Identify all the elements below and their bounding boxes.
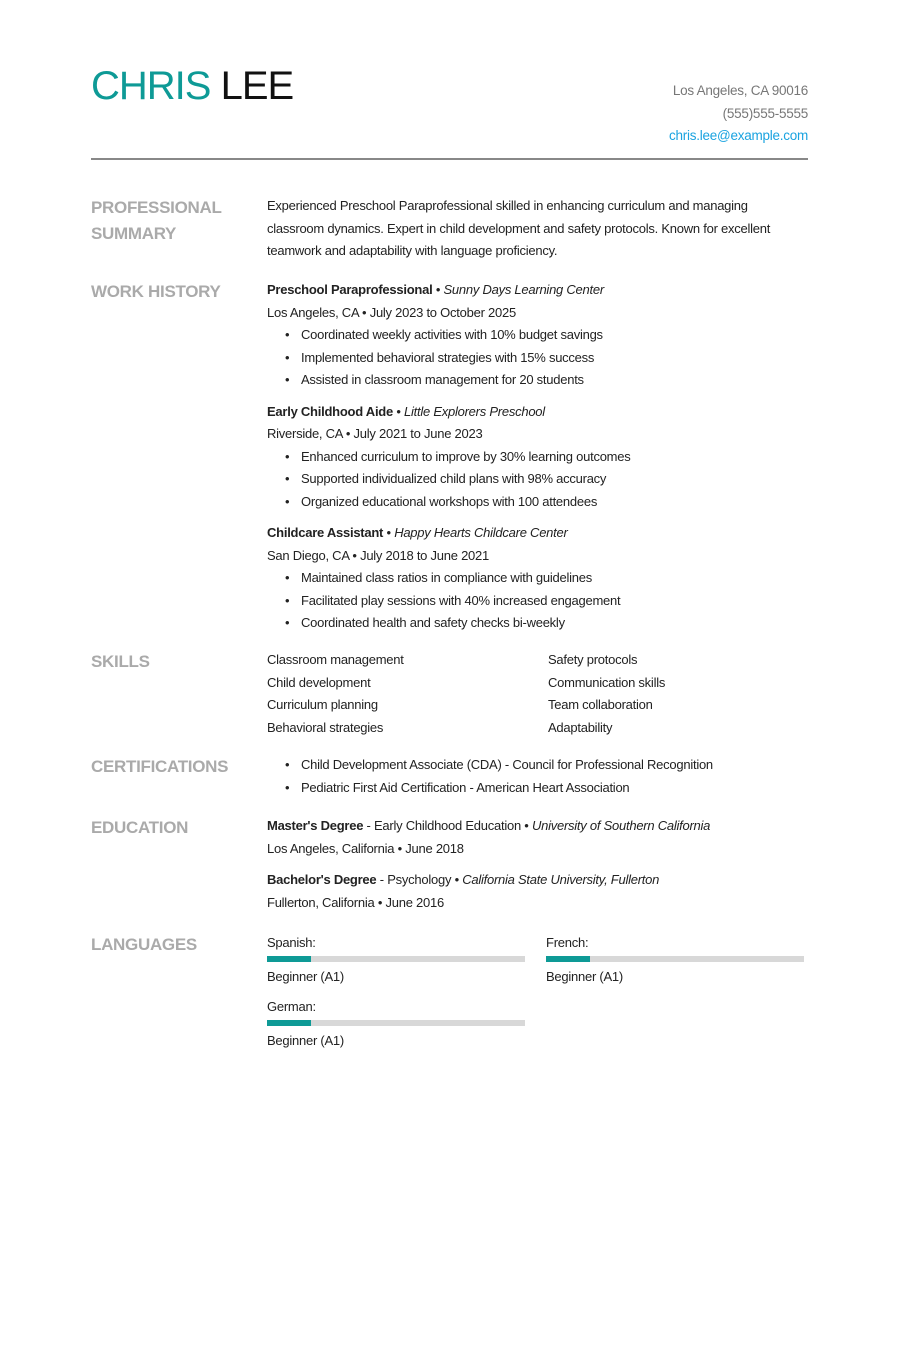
skill-item: Safety protocols — [548, 652, 638, 667]
job-meta: Riverside, CA • July 2021 to June 2023 — [267, 426, 483, 441]
language-grid — [267, 932, 808, 1052]
school: University of Southern California — [531, 818, 711, 833]
job-meta: Los Angeles, CA • July 2023 to October 2025 — [267, 304, 516, 320]
job-list — [267, 279, 808, 644]
education-heading: Bachelor's Degree - Psychology • California State University, Fullerton — [267, 872, 660, 887]
email-link[interactable]: chris.lee@example.com — [668, 128, 808, 143]
candidate-name: CHRIS LEE — [91, 64, 294, 108]
job-entry — [267, 279, 808, 392]
field-of-study: - Psychology — [376, 872, 452, 887]
skill-item: Communication skills — [548, 674, 666, 690]
job-company: Sunny Days Learning Center — [443, 282, 604, 297]
job-location: Los Angeles, CA — [267, 304, 359, 320]
proficiency-fill — [267, 956, 311, 962]
job-entry — [267, 401, 808, 514]
language-entry — [267, 996, 546, 1052]
job-location: San Diego, CA — [267, 547, 350, 563]
proficiency-fill — [267, 1020, 311, 1026]
degree: Master's Degree — [267, 818, 364, 833]
job-dates: July 2021 to June 2023 — [353, 426, 483, 441]
certification-item: • Child Development Associate (CDA) - Council for Professional Recognition — [285, 754, 808, 777]
skills-grid — [267, 649, 808, 739]
education-meta: Fullerton, California • June 2016 — [267, 894, 444, 910]
section-label: PROFESSIONAL SUMMARY — [91, 198, 222, 243]
skill-item: Child development — [267, 674, 371, 690]
proficiency-bar — [267, 1020, 525, 1026]
cert-list — [267, 754, 808, 799]
field-of-study: - Early Childhood Education — [363, 818, 521, 833]
job-bullet: • Coordinated health and safety checks bi-weekly — [285, 612, 808, 635]
proficiency-fill — [546, 956, 590, 962]
job-bullets — [267, 446, 808, 514]
job-location: Riverside, CA — [267, 426, 343, 441]
job-bullet: • Coordinated weekly activities with 10% budget savings — [285, 324, 808, 347]
section-label: CERTIFICATIONS — [91, 757, 229, 776]
job-bullet: • Supported individualized child plans with 98% accuracy — [285, 468, 808, 491]
job-heading: Preschool Paraprofessional • Sunny Days Learning Center — [267, 282, 604, 297]
job-meta: San Diego, CA • July 2018 to June 2021 — [267, 547, 489, 563]
skill-item: Team collaboration — [548, 697, 653, 712]
language-entry — [267, 932, 546, 988]
phone: (555)555-5555 — [722, 105, 808, 121]
resume-header — [91, 62, 808, 143]
skill-item: Behavioral strategies — [267, 719, 384, 735]
job-bullet: • Organized educational workshops with 100 attendees — [285, 491, 808, 514]
certification-item: • Pediatric First Aid Certification - American Heart Association — [285, 777, 808, 800]
proficiency-bar — [546, 956, 804, 962]
job-dates: July 2023 to October 2025 — [369, 304, 516, 320]
proficiency-bar — [267, 956, 525, 962]
job-bullet: • Facilitated play sessions with 40% increased engagement — [285, 590, 808, 613]
education-entry — [267, 815, 808, 860]
job-bullet: • Implemented behavioral strategies with 15% success — [285, 347, 808, 370]
education-location: Fullerton, California — [267, 894, 375, 910]
language-name: French: — [546, 935, 589, 950]
job-company: Little Explorers Preschool — [404, 403, 545, 419]
language-name: Spanish: — [267, 935, 316, 950]
school: California State University, Fullerton — [462, 872, 660, 887]
job-bullet: • Maintained class ratios in compliance with guidelines — [285, 567, 808, 590]
degree: Bachelor's Degree — [267, 872, 377, 887]
section-label: LANGUAGES — [91, 935, 197, 954]
address: Los Angeles, CA 90016 — [672, 83, 808, 98]
education-heading: Master's Degree - Early Childhood Education • University of Southern California — [267, 818, 711, 833]
language-level: Beginner (A1) — [546, 968, 623, 984]
graduation-date: June 2016 — [385, 894, 444, 910]
skill-item: Classroom management — [267, 652, 404, 667]
job-entry — [267, 522, 808, 635]
section-label: SKILLS — [91, 652, 150, 671]
contact-info — [669, 80, 808, 148]
job-bullets — [267, 567, 808, 635]
job-bullets — [267, 324, 808, 392]
section-education — [91, 815, 808, 923]
education-location: Los Angeles, California — [267, 840, 395, 856]
skill-item: Curriculum planning — [267, 697, 378, 712]
section-work-history — [91, 279, 808, 644]
job-company: Happy Hearts Childcare Center — [394, 525, 568, 540]
language-level: Beginner (A1) — [267, 1032, 344, 1048]
job-title: Early Childhood Aide — [267, 403, 393, 419]
job-heading: Early Childhood Aide • Little Explorers Preschool — [267, 403, 545, 419]
job-title: Childcare Assistant — [267, 525, 384, 540]
section-label: EDUCATION — [91, 818, 189, 837]
job-heading: Childcare Assistant • Happy Hearts Childcare Center — [267, 525, 568, 540]
job-bullet: • Enhanced curriculum to improve by 30% learning outcomes — [285, 446, 808, 469]
section-languages — [91, 932, 808, 1052]
skill-item: Adaptability — [548, 719, 613, 735]
language-entry — [546, 932, 808, 988]
education-meta: Los Angeles, California • June 2018 — [267, 840, 464, 856]
section-certifications — [91, 754, 808, 799]
job-dates: July 2018 to June 2021 — [360, 547, 489, 563]
summary-text: Experienced Preschool Paraprofessional skilled in enhancing curriculum and managing classroom dynamics. Expert in child development and safety protocols. Known for excellent teamwork and adaptability with language proficiency. — [267, 198, 771, 258]
graduation-date: June 2018 — [405, 840, 464, 856]
language-level: Beginner (A1) — [267, 968, 344, 984]
section-summary — [91, 195, 808, 263]
job-title: Preschool Paraprofessional — [267, 282, 433, 297]
section-skills — [91, 649, 808, 739]
job-bullet: • Assisted in classroom management for 20 students — [285, 369, 808, 392]
header-divider — [91, 158, 808, 160]
education-entry — [267, 869, 808, 914]
section-label: WORK HISTORY — [91, 282, 221, 301]
education-list — [267, 815, 808, 923]
language-name: German: — [267, 999, 316, 1014]
